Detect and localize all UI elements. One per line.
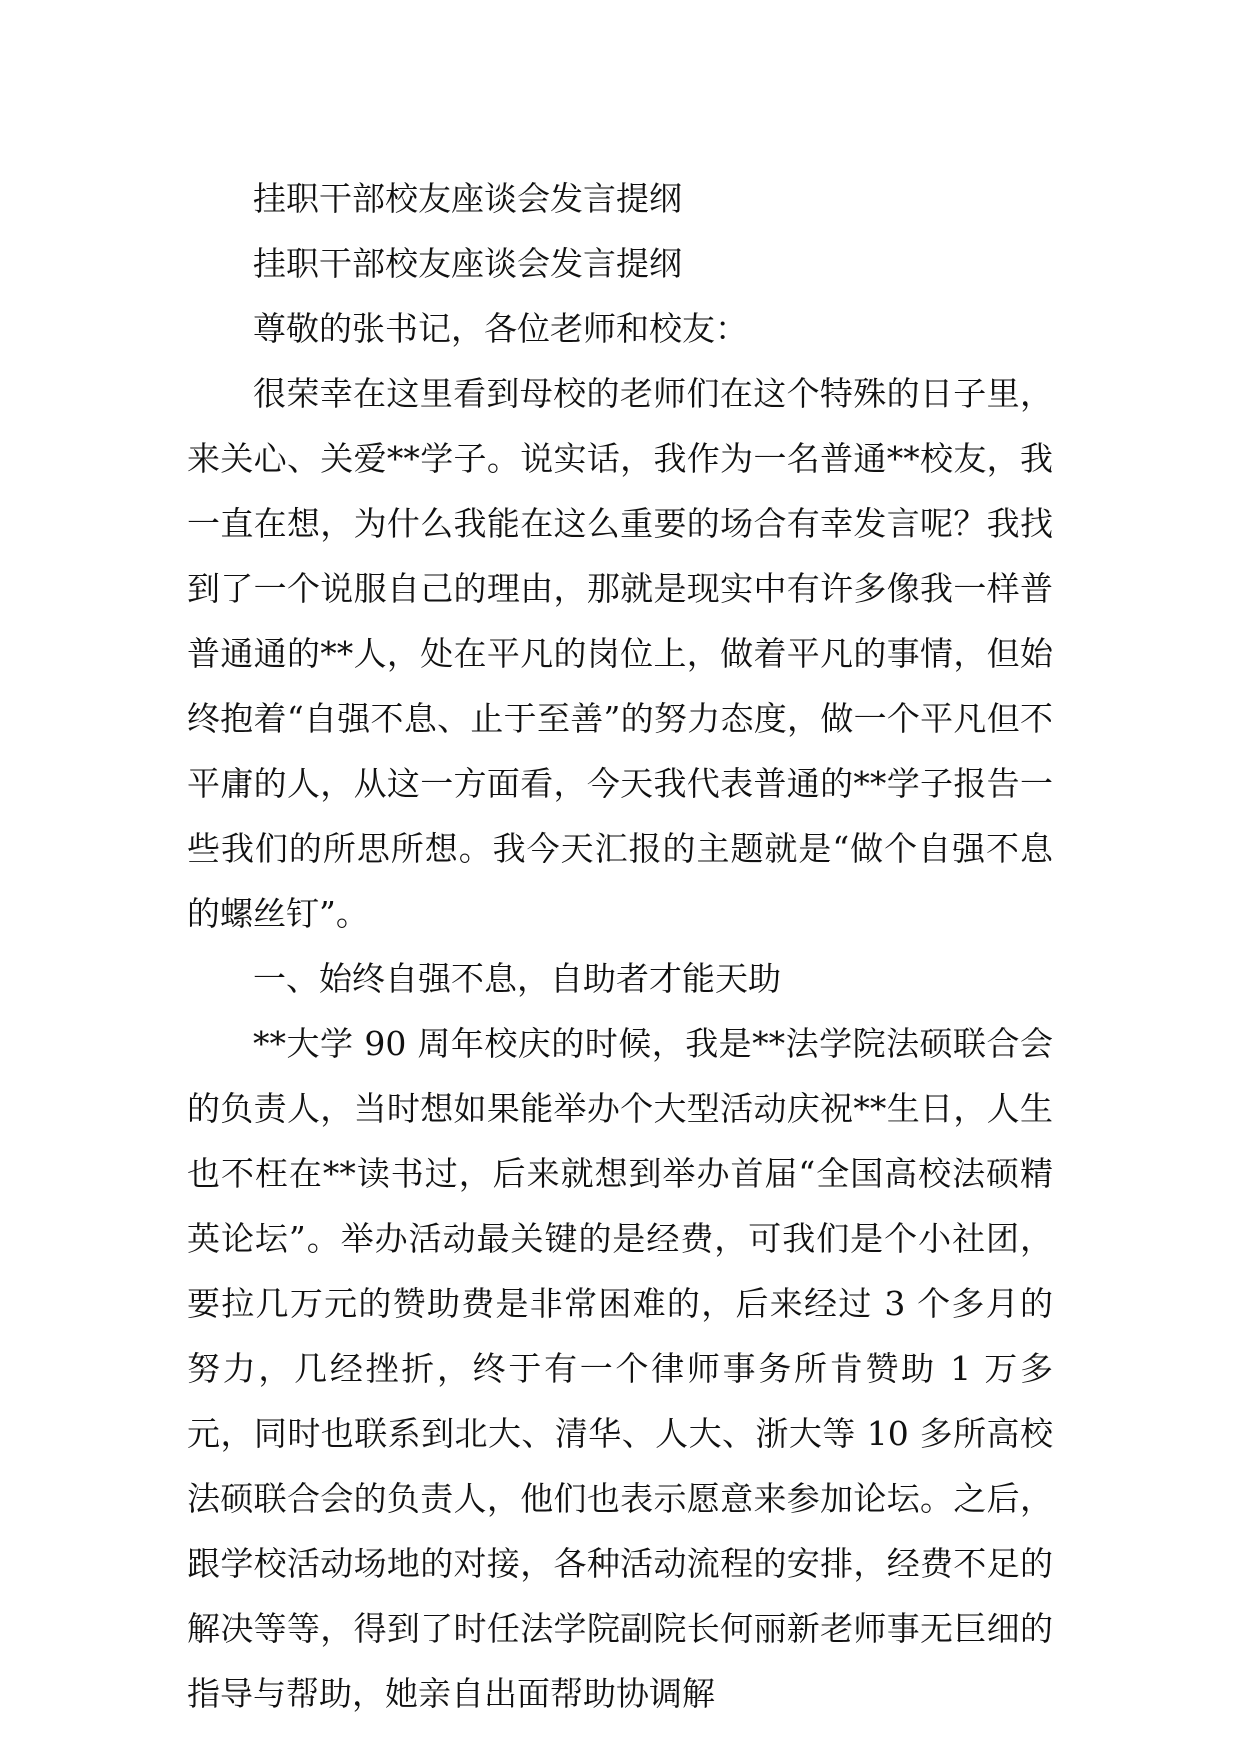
paragraph-anniversary: **大学 90 周年校庆的时候，我是**法学院法硕联合会的负责人，当时想如果能举办个大型活动庆祝**生日，人生也不枉在**读书过，后来就想到举办首届“全国高校法硕精英论坛”。举办活动最关键的是经费，可我们是个小社团，要拉几万元的赞助费是非常困难的，后来经过 3 个多月的努力，几经挫折，终于有一个律师事务所肯赞助 1 万多元，同时也联系到北大、清华、人大、浙大等 10 多所高校法硕联合会的负责人，他们也表示愿意来参加论坛。之后，跟学校活动场地的对接，各种活动流程的安排，经费不足的解决等等，得到了时任法学院副院长何丽新老师事无巨细的指导与帮助，她亲自出面帮助协调解 (187, 1024, 1053, 1713)
section-heading-1: 一、始终自强不息，自助者才能天助 (253, 959, 781, 998)
paragraph-intro: 很荣幸在这里看到母校的老师们在这个特殊的日子里，来关心、关爱**学子。说实话，我作为一名普通**校友，我一直在想，为什么我能在这么重要的场合有幸发言呢？我找到了一个说服自己的理由，那就是现实中有许多像我一样普普通通的**人，处在平凡的岗位上，做着平凡的事情，但始终抱着“自强不息、止于至善”的努力态度，做一个平凡但不平庸的人，从这一方面看，今天我代表普通的**学子报告一些我们的所思所想。我今天汇报的主题就是“做个自强不息的螺丝钉”。 (187, 374, 1053, 933)
document-subtitle: 挂职干部校友座谈会发言提纲 (253, 244, 682, 283)
document-body (187, 166, 1053, 1726)
salutation: 尊敬的张书记，各位老师和校友： (253, 309, 748, 348)
document-title: 挂职干部校友座谈会发言提纲 (253, 179, 682, 218)
